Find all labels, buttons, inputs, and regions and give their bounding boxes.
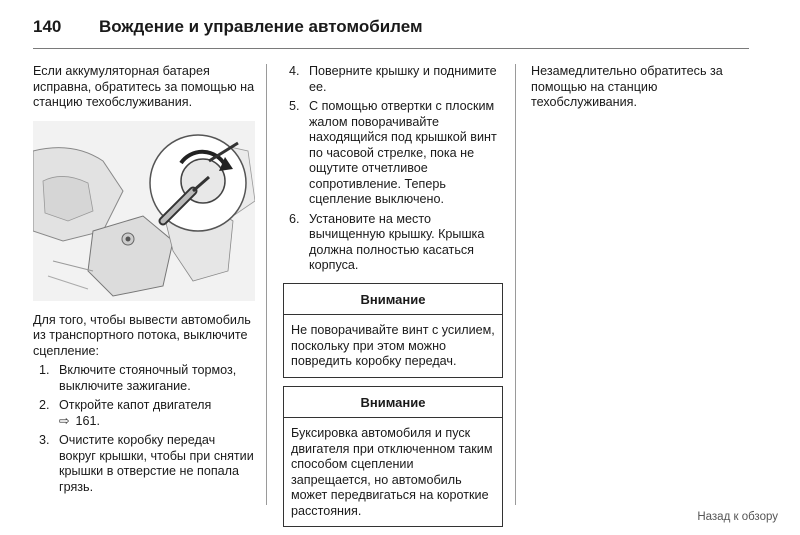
list-item (33, 398, 255, 429)
page-header (33, 14, 423, 40)
list-item (33, 363, 255, 394)
warning-text: Буксировка автомобиля и пуск двигателя при отключенном таким способом сцеплении запрещается, но автомобиль может передвигаться на короткие расстояния. (291, 426, 493, 518)
list-item (283, 99, 503, 208)
service-paragraph: Незамедлительно обратитесь за помощью на станцию техобслуживания. (531, 64, 723, 109)
warning-title: Внимание (284, 387, 502, 419)
column-1 (33, 64, 255, 499)
column-divider-2 (515, 64, 516, 505)
column-2 (283, 64, 503, 527)
column-3 (531, 64, 749, 111)
step-text: С помощью отвертки с плоским жалом поворачивайте находящийся под крышкой винт по часовой стрелке, пока не ощутите отчетливое сопротивление. Теперь сцепление выключено. (309, 99, 497, 206)
page-title: Вождение и управление автомобилем (99, 17, 423, 36)
step-text: Включите стояночный тормоз, выключите зажигание. (59, 363, 237, 393)
header-divider (33, 48, 749, 49)
step-number: 1. (39, 363, 50, 377)
warning-text: Не поворачивайте винт с усилием, поскольку при этом можно повредить коробку передач. (291, 323, 495, 368)
step-text: Поверните крышку и поднимите ее. (309, 64, 497, 94)
back-to-overview-link[interactable]: Назад к обзору (697, 511, 778, 523)
page-ref-arrow-icon[interactable]: ⇨ (59, 413, 70, 428)
instruction-paragraph: Для того, чтобы вывести автомобиль из транспортного потока, выключите сцепление: (33, 312, 251, 358)
step-text: Очистите коробку передач вокруг крышки, чтобы при снятии крышки в отверстие не попала грязь. (59, 433, 254, 494)
page-number: 140 (33, 17, 62, 36)
page-reference-link[interactable]: 161. (75, 413, 101, 428)
step-number: 6. (289, 211, 300, 226)
steps-list-2 (283, 64, 503, 274)
step-text: Откройте капот двигателя ⇨ 161. (59, 398, 212, 428)
step-text: Установите на место вычищенную крышку. Крышка должна полностью касаться корпуса. (309, 211, 485, 272)
list-item (283, 212, 503, 274)
list-item (283, 64, 503, 95)
warning-title: Внимание (284, 284, 502, 316)
warning-box (283, 283, 503, 378)
column-divider-1 (266, 64, 267, 505)
intro-paragraph: Если аккумуляторная батарея исправна, обратитесь за помощью на станцию техобслуживания. (33, 64, 255, 109)
steps-list-1 (33, 363, 255, 495)
step-number: 3. (39, 433, 50, 447)
step-number: 5. (289, 99, 300, 113)
list-item (33, 433, 255, 495)
warning-box (283, 386, 503, 528)
step-number: 2. (39, 398, 50, 412)
gearbox-cover-illustration-icon (33, 121, 255, 301)
step-number: 4. (289, 64, 300, 78)
